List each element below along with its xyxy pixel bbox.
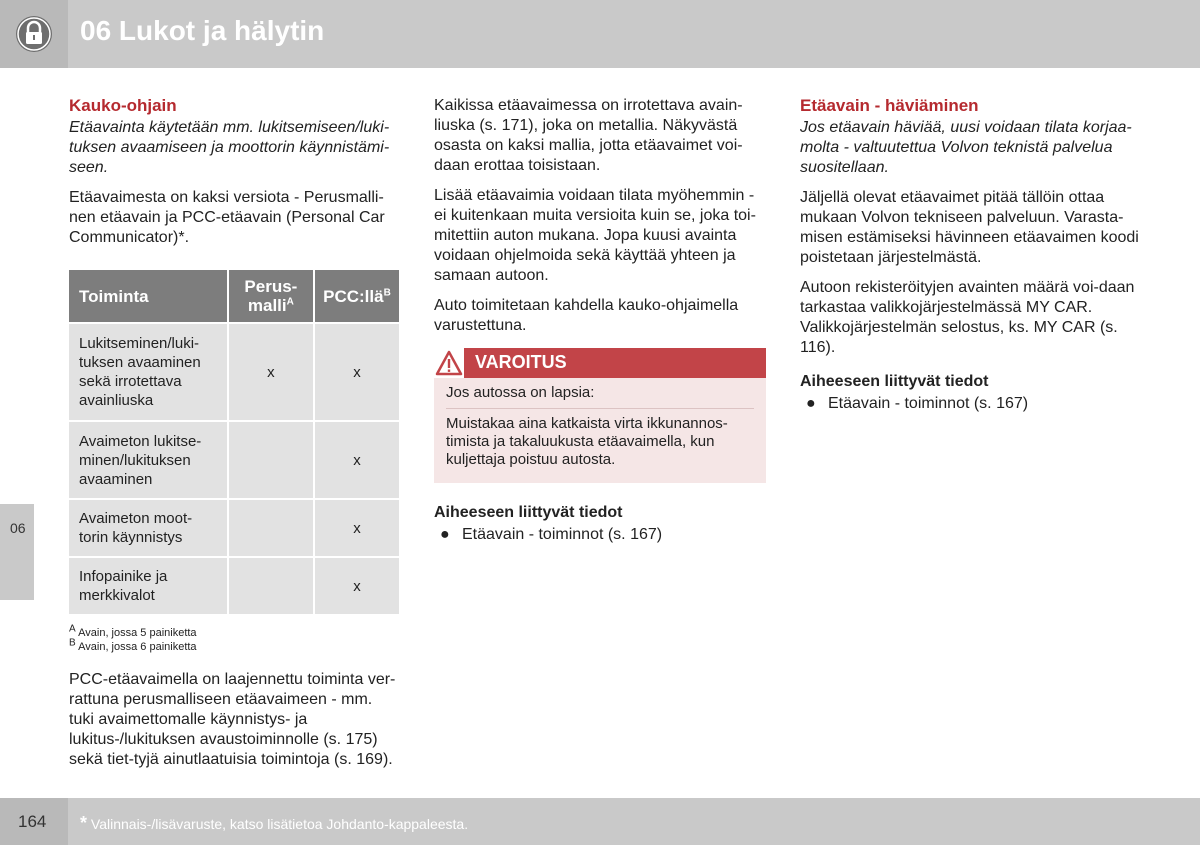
table-row [69, 500, 399, 556]
table-cell-label: Avaimeton lukitse-minen/lukituksen avaaminen [69, 422, 227, 498]
table-cell-pcc: x [315, 558, 399, 614]
footer-note-text: Valinnais-/lisävaruste, katso lisätietoa Johdanto-kappaleesta. [90, 816, 469, 832]
paragraph: Etäavaimesta on kaksi versiota - Perusmalli-nen etäavain ja PCC-etäavain (Personal Car Communicator)*. [69, 189, 385, 246]
related-heading: Aiheeseen liittyvät tiedot [434, 504, 623, 521]
related-link[interactable]: Etäavain - toiminnot (s. 167) [828, 395, 1029, 412]
table-header-function: Toiminta [69, 270, 227, 322]
column-2 [434, 96, 766, 545]
bullet-icon: ● [440, 526, 450, 543]
page-footer [0, 798, 1200, 845]
column-3 [800, 96, 1140, 414]
table-row [69, 558, 399, 614]
warning-box [434, 348, 766, 483]
function-table [67, 268, 401, 616]
lock-icon [14, 14, 54, 54]
chapter-side-tab [0, 504, 34, 600]
section-heading-lost-key: Etäavain - häviäminen [800, 96, 979, 115]
warning-body [434, 378, 766, 483]
section-heading-remote: Kauko-ohjain [69, 96, 177, 115]
related-heading: Aiheeseen liittyvät tiedot [800, 373, 989, 390]
table-cell-label: Avaimeton moot-torin käynnistys [69, 500, 227, 556]
paragraph: PCC-etäavaimella on laajennettu toiminta ver-rattuna perusmalliseen etäavaimeen - mm. tuki avaimettomalle käynnistys- ja lukitus-/lukituksen avaustoiminnolle (s. 175) sekä tiet-tyjä ainutlaatuisia toimintoja (s. 169). [69, 671, 396, 768]
warning-title: VAROITUS [475, 352, 567, 372]
table-cell-pcc: x [315, 324, 399, 420]
footnote-a: $^A$ Avain, jossa 5 painiketta [69, 623, 197, 639]
header-icon-box [0, 0, 68, 68]
related-item [800, 394, 1140, 414]
table-row [69, 324, 399, 420]
table-header-row [69, 270, 399, 322]
table-cell-basic: x [229, 324, 313, 420]
table-row [69, 422, 399, 498]
warning-line: Jos autossa on lapsia: [446, 384, 595, 401]
section-lead: Jos etäavain häviää, uusi voidaan tilata korjaa-molta - valtuutettua Volvon teknistä palvelua suositellaan. [800, 119, 1132, 176]
divider [446, 408, 754, 409]
table-cell-pcc: x [315, 422, 399, 498]
column-1 [69, 96, 399, 780]
page-header [0, 0, 1200, 68]
warning-header [434, 348, 766, 378]
chapter-title: 06 Lukot ja hälytin [80, 15, 325, 46]
table-cell-basic [229, 500, 313, 556]
warning-line: Muistakaa aina katkaista virta ikkunannos-timista ja takaluukusta etäavaimella, kun kuljettaja poistuu autosta. [446, 415, 728, 468]
table-cell-pcc: x [315, 500, 399, 556]
bullet-icon: ● [806, 395, 816, 412]
footnote-b: $^B$ Avain, jossa 6 painiketta [69, 637, 197, 653]
footer-note [80, 813, 468, 834]
related-item [434, 525, 766, 545]
paragraph: Jäljellä olevat etäavaimet pitää tällöin ottaa mukaan Volvon tekniseen palveluun. Varasta-misen estämiseksi hävinneen etäavaimen koodi poistetaan järjestelmästä. [800, 189, 1139, 266]
paragraph: Auto toimitetaan kahdella kauko-ohjaimella varustettuna. [434, 297, 739, 334]
paragraph: Lisää etäavaimia voidaan tilata myöhemmin - ei kuitenkaan muita versioita kuin se, joka toi-mitettiin auton mukana. Jopa kuusi avainta voidaan ohjelmoida sekä käyttää yhteen ja samaan autoon. [434, 187, 756, 284]
table-cell-basic [229, 422, 313, 498]
asterisk: * [80, 813, 88, 833]
table-cell-label: Infopainike ja merkkivalot [69, 558, 227, 614]
table-header-basic: Perus-malli$^A$ [229, 270, 313, 322]
table-cell-label: Lukitseminen/luki-tuksen avaaminen sekä irrotettava avainliuska [69, 324, 227, 420]
section-lead: Etäavainta käytetään mm. lukitsemiseen/luki-tuksen avaamiseen ja moottorin käynnistämi-seen. [69, 119, 390, 176]
related-link[interactable]: Etäavain - toiminnot (s. 167) [462, 526, 663, 543]
page-number-box [0, 798, 68, 845]
table-footnotes [69, 623, 399, 654]
warning-triangle-icon [434, 348, 464, 378]
chapter-tab-label: 06 [10, 520, 26, 536]
page-number: 164 [18, 812, 47, 831]
table-cell-basic [229, 558, 313, 614]
table-header-pcc: PCC:llä$^B$ [315, 270, 399, 322]
paragraph: Kaikissa etäavaimessa on irrotettava avain-liuska (s. 171), joka on metallia. Näkyvästä osasta on kaksi mallia, jotta etäavaimet voi-daan erottaa toisistaan. [434, 97, 743, 174]
paragraph: Autoon rekisteröityjen avainten määrä voi-daan tarkastaa valikkojärjestelmässä MY CAR. Valikkojärjestelmän selostus, ks. MY CAR (s. 116). [800, 279, 1135, 356]
